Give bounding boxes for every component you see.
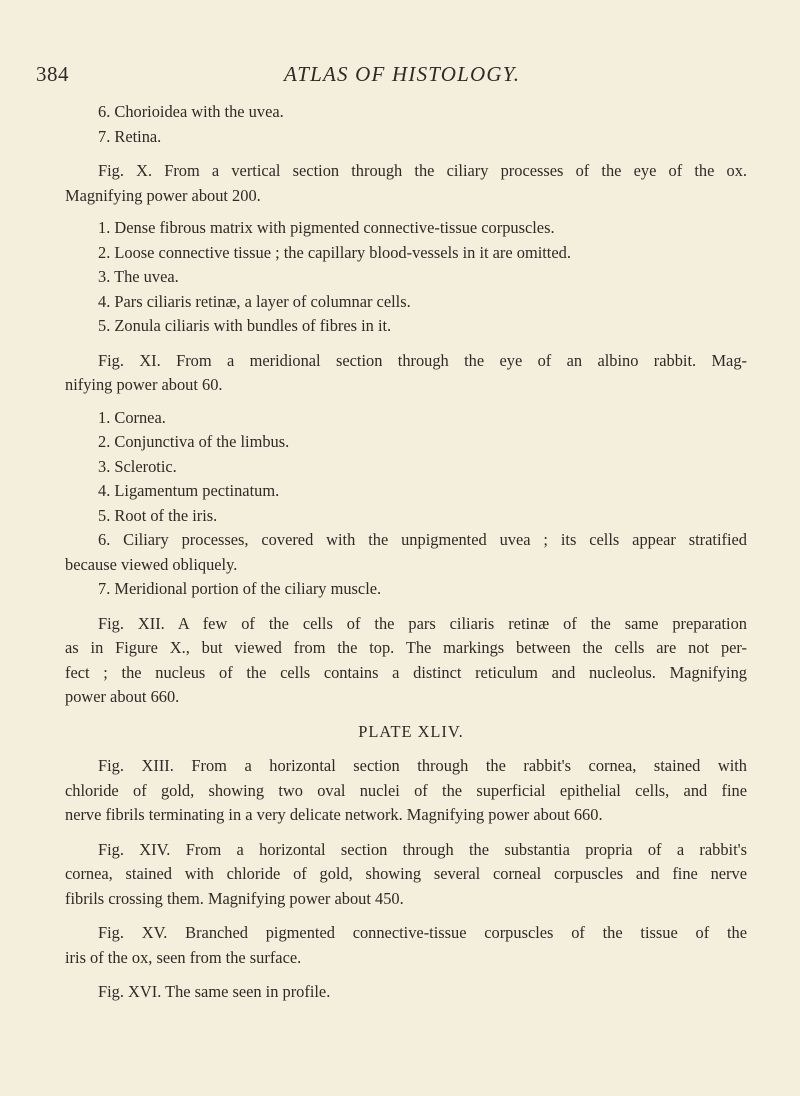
caption-line: Fig. XII. A few of the cells of the pars ciliaris retinæ of the same preparation <box>98 613 747 633</box>
caption-line: nerve fibrils terminating in a very delicate network. Magnifying power about 660. <box>65 805 603 824</box>
list-item: 2. Conjunctiva of the limbus. <box>98 432 290 451</box>
caption-line: fect ; the nucleus of the cells contains a distinct reticulum and nucleolus. Magnifying <box>65 662 747 682</box>
figure-caption-xi <box>65 349 747 398</box>
page-body <box>65 100 747 1005</box>
caption-line: Fig. X. From a vertical section through the ciliary processes of the eye of the ox. <box>98 161 747 180</box>
plate-heading: PLATE XLIV. <box>358 721 464 741</box>
list-item: 5. Zonula ciliaris with bundles of fibres in it. <box>98 316 392 335</box>
list-item: 6. Ciliary processes, covered with the unpigmented uvea ; its cells appear stratified <box>98 530 747 549</box>
list-item: 3. The uvea. <box>98 267 179 286</box>
caption-line: iris of the ox, seen from the surface. <box>65 947 302 967</box>
figure-caption-xii <box>65 612 747 710</box>
list-item: 2. Loose connective tissue ; the capillary blood-vessels in it are omitted. <box>98 242 571 262</box>
figure-caption-xiv <box>65 838 747 912</box>
figure-caption-x <box>65 159 747 208</box>
list-item: 1. Cornea. <box>98 407 166 427</box>
caption-line: power about 660. <box>65 687 180 706</box>
list-item-continued: because viewed obliquely. <box>65 554 238 574</box>
page-number: 384 <box>36 62 69 86</box>
caption-line: as in Figure X., but viewed from the top. The markings between the cells are not per- <box>65 638 747 657</box>
list-item: 1. Dense fibrous matrix with pigmented connective-tissue corpuscles. <box>98 218 555 237</box>
list-item: 3. Sclerotic. <box>98 456 177 476</box>
caption-line: Magnifying power about 200. <box>65 185 261 205</box>
list-item: 5. Root of the iris. <box>98 505 218 525</box>
list-item: 4. Pars ciliaris retinæ, a layer of columnar cells. <box>98 291 411 311</box>
figure-caption-xv <box>65 921 747 970</box>
figure-caption-xvi <box>65 980 747 1005</box>
caption-line: Fig. XIII. From a horizontal section through the rabbit's cornea, stained with <box>98 756 747 775</box>
figure-caption-xiii <box>65 754 747 828</box>
caption-line: nifying power about 60. <box>65 375 223 394</box>
list-item: 7. Retina. <box>98 126 162 146</box>
caption-line: Fig. XVI. The same seen in profile. <box>98 982 331 1001</box>
caption-line: Fig. XV. Branched pigmented connective-tissue corpuscles of the tissue of the <box>98 923 747 942</box>
running-head: ATLAS OF HISTOLOGY. <box>284 62 521 86</box>
caption-line: cornea, stained with chloride of gold, showing several corneal corpuscles and fine nerve <box>65 864 747 883</box>
caption-line: fibrils crossing them. Magnifying power about 450. <box>65 888 404 908</box>
page-header <box>36 62 736 92</box>
caption-line: chloride of gold, showing two oval nuclei of the superficial epithelial cells, and fine <box>65 780 747 800</box>
list-item: 4. Ligamentum pectinatum. <box>98 481 280 500</box>
list-item: 7. Meridional portion of the ciliary muscle. <box>98 579 382 598</box>
list-item: 6. Chorioidea with the uvea. <box>98 102 284 121</box>
caption-line: Fig. XI. From a meridional section through the eye of an albino rabbit. Mag- <box>98 350 747 370</box>
caption-line: Fig. XIV. From a horizontal section through the substantia propria of a rabbit's <box>98 839 747 859</box>
